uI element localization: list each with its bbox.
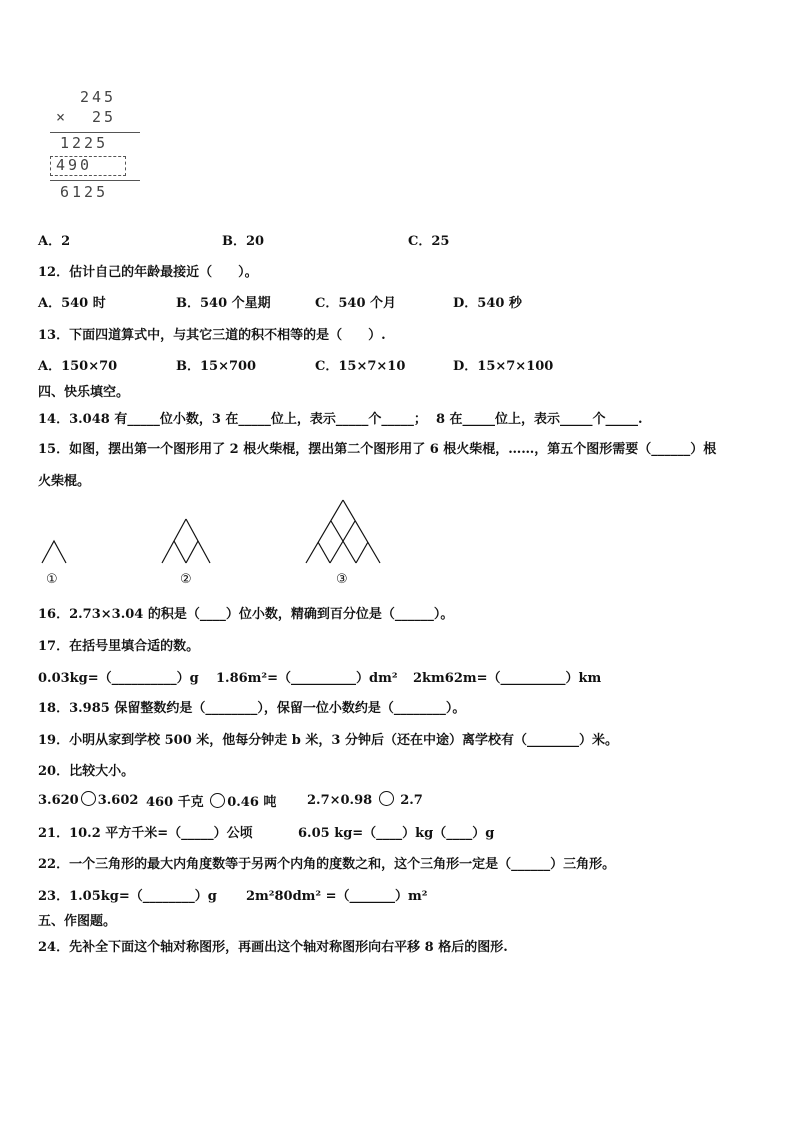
q11-option-c: C．25 [408,234,450,249]
mult-row-2: 25 [92,108,117,126]
q13-option-a: A．150×70 [38,359,118,374]
q20-item-2-right: 0.46 吨 [227,795,277,810]
q20-item-3-right: 2.7 [395,793,423,808]
q12-option-d: D．540 秒 [453,296,522,311]
matchstick-figures [30,495,390,570]
q13-option-b: B．15×700 [176,359,257,374]
q12-stem: 12．估计自己的年龄最接近（ ）。 [38,265,258,280]
figure-label-3: ③ [336,572,348,587]
mult-row-4: 490 [56,156,93,174]
section-4-heading: 四、快乐填空。 [38,385,130,400]
q11-option-a: A．2 [38,234,71,249]
q20-stem: 20．比较大小。 [38,764,135,779]
q13-option-c: C．15×7×10 [315,359,406,374]
q22: 22．一个三角形的最大内角度数等于另两个内角的度数之和，这个三角形一定是（______）三角形。 [38,857,616,872]
q17-item-1: 0.03kg=（__________）g [38,671,199,686]
mult-line-1 [50,132,140,133]
q19: 19．小明从家到学校 500 米，他每分钟走 b 米，3 分钟后（还在中途）离学校有（________）米。 [38,733,618,748]
q17-stem: 17．在括号里填合适的数。 [38,639,200,654]
mult-line-2 [50,180,140,181]
figure-label-1: ① [46,572,58,587]
figure-label-2: ② [180,572,192,587]
q20-item-3-left: 2.7×0.98 [307,793,377,808]
mult-row-5: 6125 [60,183,109,201]
q12-option-a: A．540 时 [38,296,106,311]
multiplication-figure [48,88,148,203]
figure-2-shape [162,519,210,563]
q20-item-3 [307,791,423,808]
q20-item-2-left: 460 千克 [146,795,209,810]
q11-option-b: B．20 [222,234,265,249]
q20-item-1-right: 3.602 [97,793,139,808]
q17-item-2: 1.86m²=（__________）dm² [216,671,398,686]
q12-option-c: C．540 个月 [315,296,397,311]
q13-option-d: D．15×7×100 [453,359,554,374]
figure-1-shape [42,541,66,563]
q13-stem: 13．下面四道算式中，与其它三道的积不相等的是（ ）. [38,328,386,343]
compare-circle[interactable] [81,791,96,806]
q21-part-1: 21．10.2 平方千米=（_____）公顷 [38,826,253,841]
section-5-heading: 五、作图题。 [38,914,117,929]
q23-part-2: 2m²80dm² =（_______）m² [246,889,428,904]
mult-row-1: 245 [80,88,117,106]
q24: 24．先补全下面这个轴对称图形，再画出这个轴对称图形向右平移 8 格后的图形. [38,940,508,955]
q16: 16．2.73×3.04 的积是（____）位小数，精确到百分位是（______）。 [38,607,454,622]
q20-item-1-left: 3.620 [38,793,79,808]
q15-line-1: 15．如图，摆出第一个图形用了 2 根火柴棍，摆出第二个图形用了 6 根火柴棍，……，第五个图形需要（______）根 [38,442,717,457]
q17-item-3: 2km62m=（__________）km [413,671,602,686]
q15-line-2: 火柴棍。 [38,474,91,489]
q18: 18．3.985 保留整数约是（________），保留一位小数约是（________）。 [38,701,466,716]
compare-circle[interactable] [210,793,225,808]
compare-circle[interactable] [379,791,394,806]
q20-item-2 [146,791,276,810]
mult-operator: × [56,108,69,126]
q14: 14．3.048 有_____位小数，3 在_____位上，表示_____个_____； 8 在_____位上，表示_____个_____. [38,412,643,427]
q23-part-1: 23．1.05kg=（________）g [38,889,217,904]
q20-item-1 [38,791,138,808]
mult-row-3: 1225 [60,134,109,152]
figure-3-shape [306,500,380,563]
q21-part-2: 6.05 kg=（____）kg（____）g [298,826,495,841]
q12-option-b: B．540 个星期 [176,296,271,311]
